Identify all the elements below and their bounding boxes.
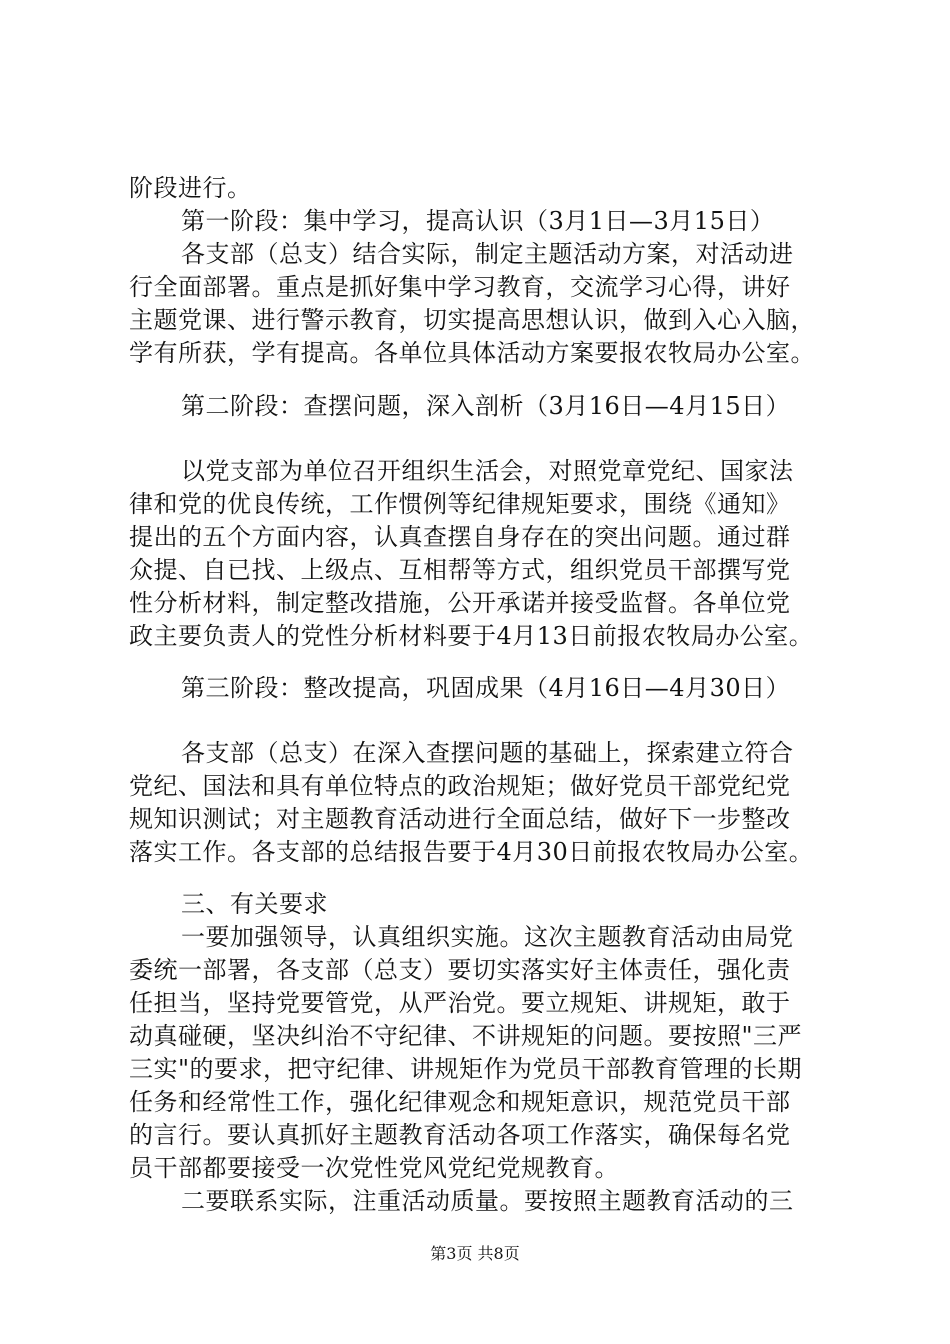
- text-line: 员干部都要接受一次党性党风党纪党规教育。: [129, 1154, 619, 1182]
- text-line: 学有所获，学有提高。各单位具体活动方案要报农牧局办公室。: [129, 339, 815, 367]
- text-line: 规知识测试；对主题教育活动进行全面总结，做好下一步整改: [129, 805, 791, 833]
- text-line: 三实"的要求，把守纪律、讲规矩作为党员干部教育管理的长期: [129, 1055, 803, 1083]
- text-line: 提出的五个方面内容，认真查摆自身存在的突出问题。通过群: [129, 523, 791, 551]
- section-heading: 三、有关要求: [181, 890, 328, 918]
- text-line: 主题党课、进行警示教育，切实提高思想认识，做到入心入脑，: [129, 306, 815, 334]
- stage-one-heading: 第一阶段：集中学习，提高认识（3月1日—3月15日）: [181, 207, 775, 235]
- text-line: 各支部（总支）结合实际，制定主题活动方案，对活动进: [181, 240, 794, 268]
- text-line: 党纪、国法和具有单位特点的政治规矩；做好党员干部党纪党: [129, 772, 791, 800]
- text-line: 以党支部为单位召开组织生活会，对照党章党纪、国家法: [181, 457, 794, 485]
- text-line: 动真碰硬，坚决纠治不守纪律、不讲规矩的问题。要按照"三严: [129, 1022, 803, 1050]
- text-line: 的言行。要认真抓好主题教育活动各项工作落实，确保每名党: [129, 1121, 791, 1149]
- text-line: 委统一部署，各支部（总支）要切实落实好主体责任，强化责: [129, 956, 791, 984]
- text-line: 任务和经常性工作，强化纪律观念和规矩意识，规范党员干部: [129, 1088, 791, 1116]
- text-line: 性分析材料，制定整改措施，公开承诺并接受监督。各单位党: [129, 589, 791, 617]
- stage-two-heading: 第二阶段：查摆问题，深入剖析（3月16日—4月15日）: [181, 392, 791, 420]
- stage-three-heading: 第三阶段：整改提高，巩固成果（4月16日—4月30日）: [181, 674, 791, 702]
- text-line: 各支部（总支）在深入查摆问题的基础上，探索建立符合: [181, 739, 794, 767]
- text-line: 众提、自已找、上级点、互相帮等方式，组织党员干部撰写党: [129, 556, 791, 584]
- text-line: 任担当，坚持党要管党，从严治党。要立规矩、讲规矩，敢于: [129, 989, 791, 1017]
- page-footer: 第3页 共8页: [430, 1244, 520, 1263]
- text-line: 落实工作。各支部的总结报告要于4月30日前报农牧局办公室。: [129, 838, 814, 866]
- text-line: 二要联系实际，注重活动质量。要按照主题教育活动的三: [181, 1187, 794, 1215]
- text-line: 阶段进行。: [129, 174, 252, 202]
- text-line: 行全面部署。重点是抓好集中学习教育，交流学习心得，讲好: [129, 273, 791, 301]
- text-line: 一要加强领导，认真组织实施。这次主题教育活动由局党: [181, 923, 794, 951]
- text-line: 律和党的优良传统，工作惯例等纪律规矩要求，围绕《通知》: [129, 490, 791, 518]
- text-line: 政主要负责人的党性分析材料要于4月13日前报农牧局办公室。: [129, 622, 814, 650]
